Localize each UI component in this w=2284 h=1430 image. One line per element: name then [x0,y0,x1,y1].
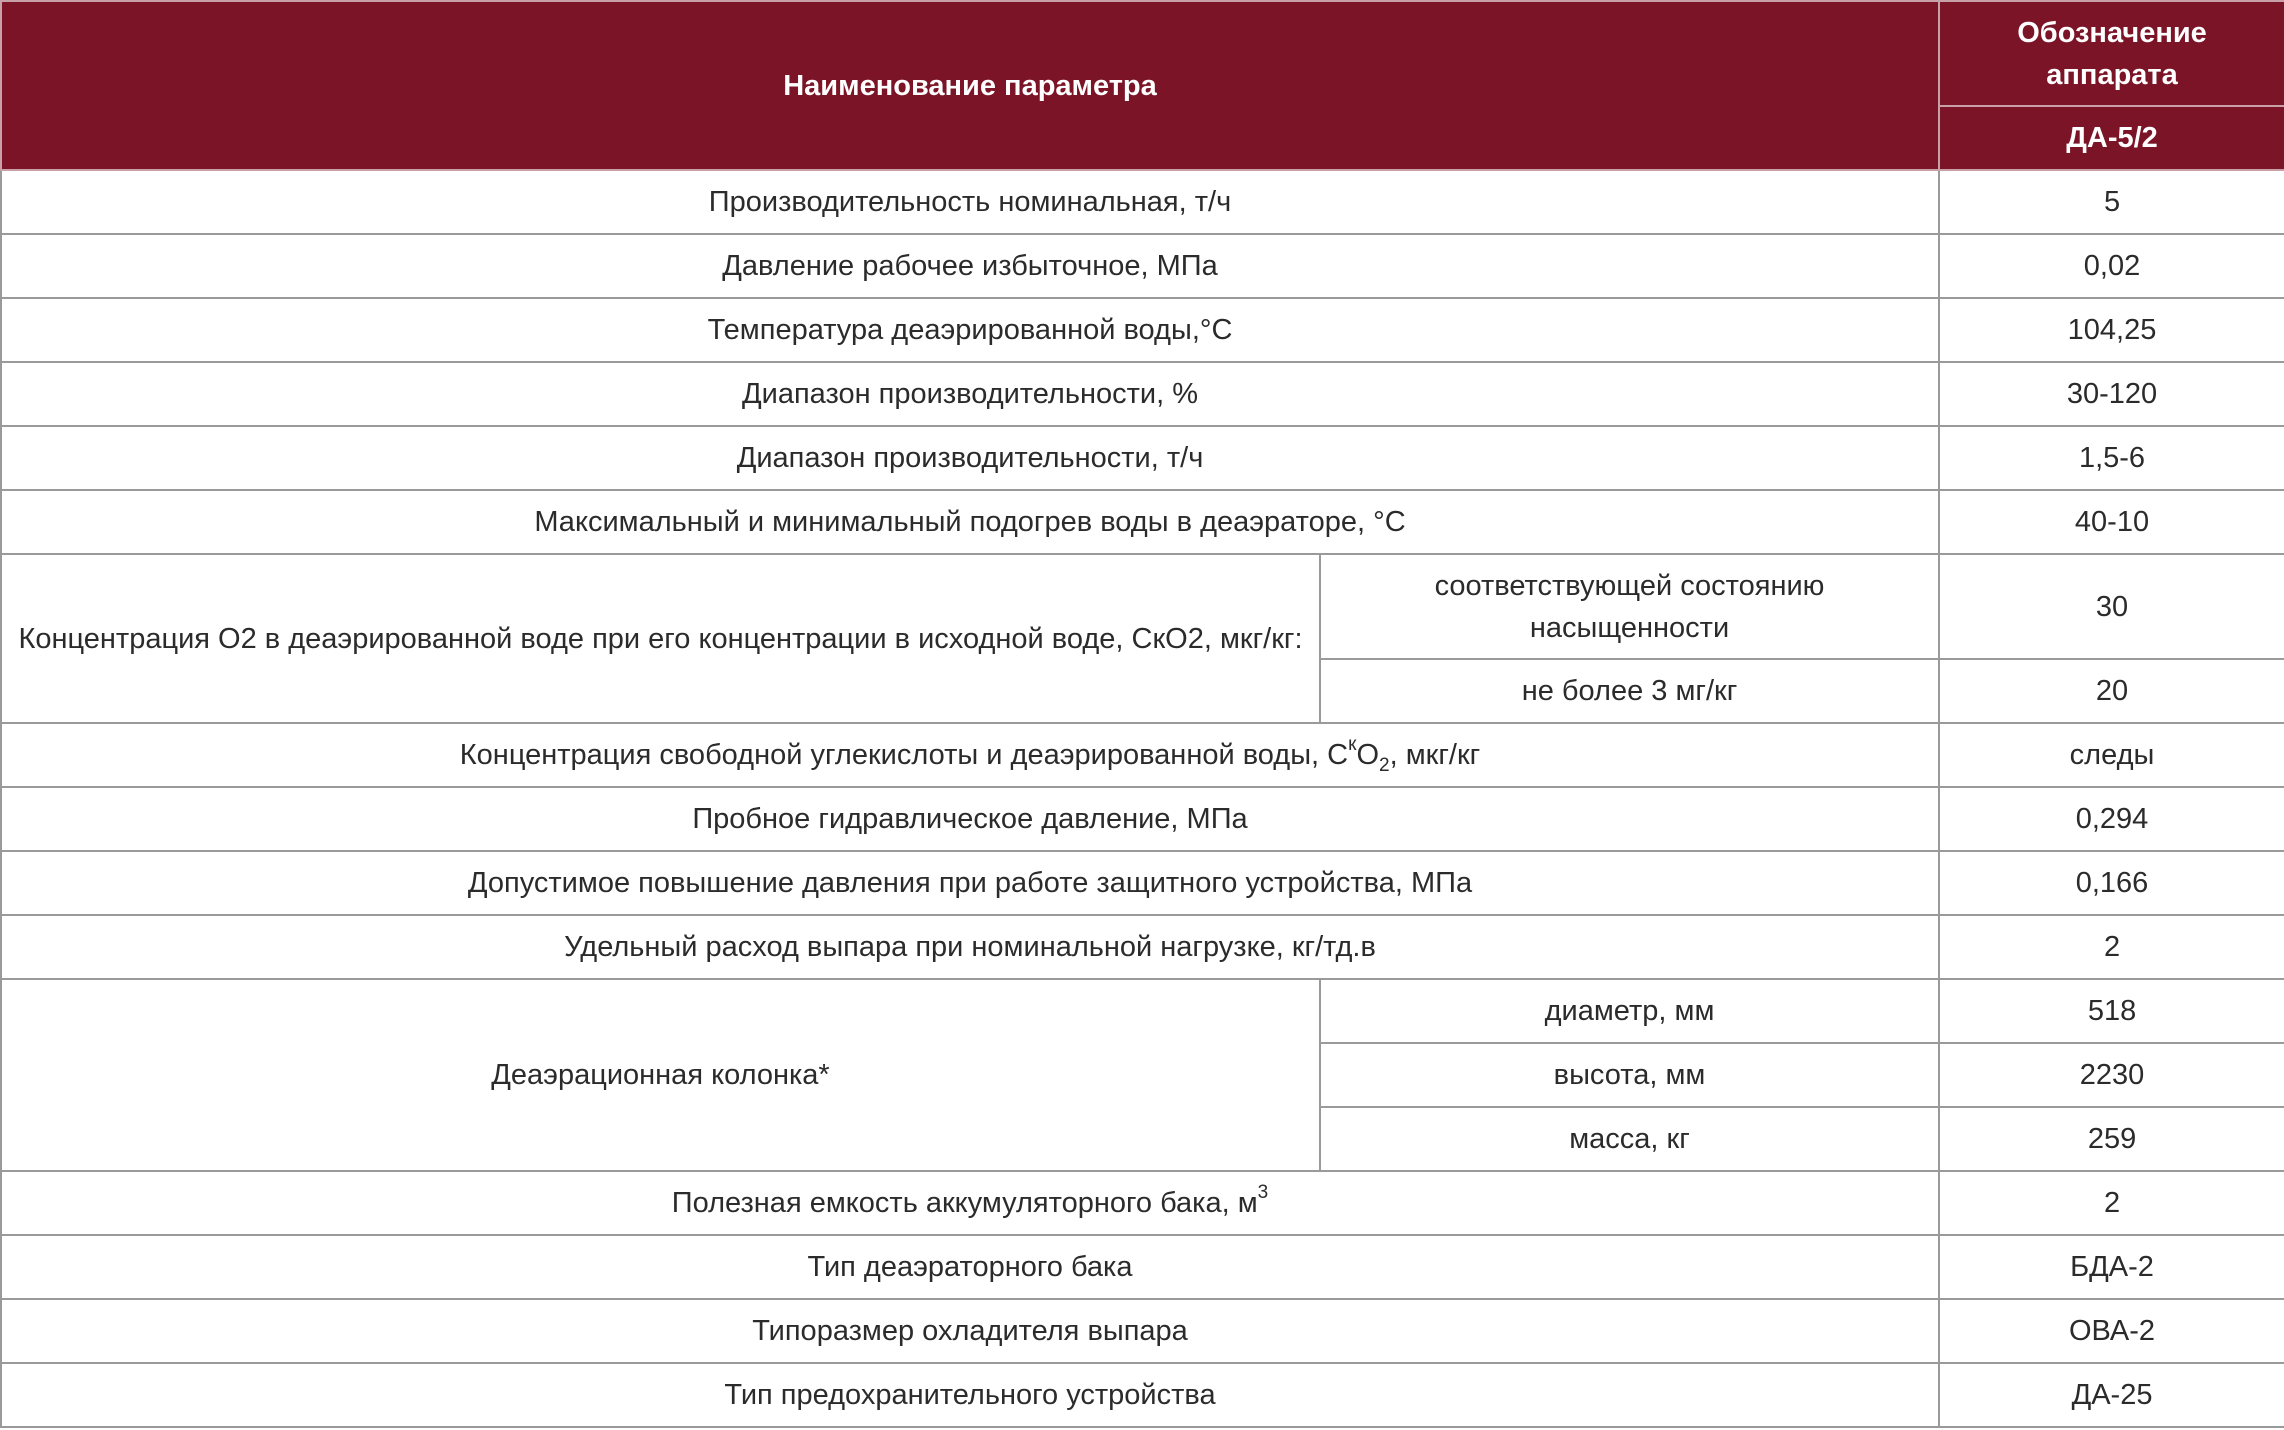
param-label: Допустимое повышение давления при работе защитного устройства, МПа [1,851,1939,915]
label-superscript: к [1348,734,1357,756]
param-value: 20 [1939,659,2284,723]
label-text: Полезная емкость аккумуляторного бака, м [671,1187,1258,1219]
device-model-header: ДА-5/2 [1939,106,2284,170]
param-value: 2 [1939,915,2284,979]
label-subscript: 2 [1379,754,1390,776]
param-sublabel: диаметр, мм [1320,979,1939,1043]
table-header-row [1,1,2284,106]
table-row [1,915,2284,979]
param-sublabel: высота, мм [1320,1043,1939,1107]
table-row [1,851,2284,915]
label-text: , мкг/кг [1389,739,1481,771]
param-value: 2 [1939,1171,2284,1235]
label-text: О [1356,739,1379,771]
param-label: Деаэрационная колонка* [1,979,1320,1171]
param-label: Производительность номинальная, т/ч [1,170,1939,234]
param-value: 259 [1939,1107,2284,1171]
table-row [1,362,2284,426]
table-row [1,1171,2284,1235]
label-text: Концентрация свободной углекислоты и деаэрированной воды, С [459,739,1349,771]
param-value: 518 [1939,979,2284,1043]
param-label: Диапазон производительности, т/ч [1,426,1939,490]
device-designation-header: Обозначение аппарата [1939,1,2284,106]
param-name-header: Наименование параметра [1,1,1939,170]
param-value: 40-10 [1939,490,2284,554]
param-label [1,723,1939,787]
param-sublabel: масса, кг [1320,1107,1939,1171]
param-value: следы [1939,723,2284,787]
param-label: Тип предохранительного устройства [1,1363,1939,1427]
param-value: ДА-25 [1939,1363,2284,1427]
table-row [1,1363,2284,1427]
param-value: 30-120 [1939,362,2284,426]
label-superscript: 3 [1257,1182,1269,1204]
param-label: Давление рабочее избыточное, МПа [1,234,1939,298]
param-label: Удельный расход выпара при номинальной нагрузке, кг/тд.в [1,915,1939,979]
param-label: Диапазон производительности, % [1,362,1939,426]
param-value: 0,02 [1939,234,2284,298]
table-row [1,787,2284,851]
param-value: 2230 [1939,1043,2284,1107]
param-value: 5 [1939,170,2284,234]
param-label: Пробное гидравлическое давление, МПа [1,787,1939,851]
param-label: Температура деаэрированной воды,°С [1,298,1939,362]
table-row [1,1235,2284,1299]
param-value: 1,5-6 [1939,426,2284,490]
param-value: БДА-2 [1939,1235,2284,1299]
param-value: ОВА-2 [1939,1299,2284,1363]
table-row [1,1299,2284,1363]
table-row [1,234,2284,298]
table-row [1,170,2284,234]
table-row [1,490,2284,554]
param-label [1,1171,1939,1235]
param-value: 0,166 [1939,851,2284,915]
param-label: Типоразмер охладителя выпара [1,1299,1939,1363]
table-row [1,298,2284,362]
param-value: 0,294 [1939,787,2284,851]
table-row [1,554,2284,659]
param-label: Концентрация О2 в деаэрированной воде при его концентрации в исходной воде, СкО2, мкг/кг: [1,554,1320,723]
param-value: 30 [1939,554,2284,659]
param-value: 104,25 [1939,298,2284,362]
param-sublabel: соответствующей состоянию насыщенности [1320,554,1939,659]
table-row [1,426,2284,490]
table-row [1,979,2284,1043]
param-label: Максимальный и минимальный подогрев воды в деаэраторе, °С [1,490,1939,554]
param-label: Тип деаэраторного бака [1,1235,1939,1299]
table-row [1,723,2284,787]
param-sublabel: не более 3 мг/кг [1320,659,1939,723]
